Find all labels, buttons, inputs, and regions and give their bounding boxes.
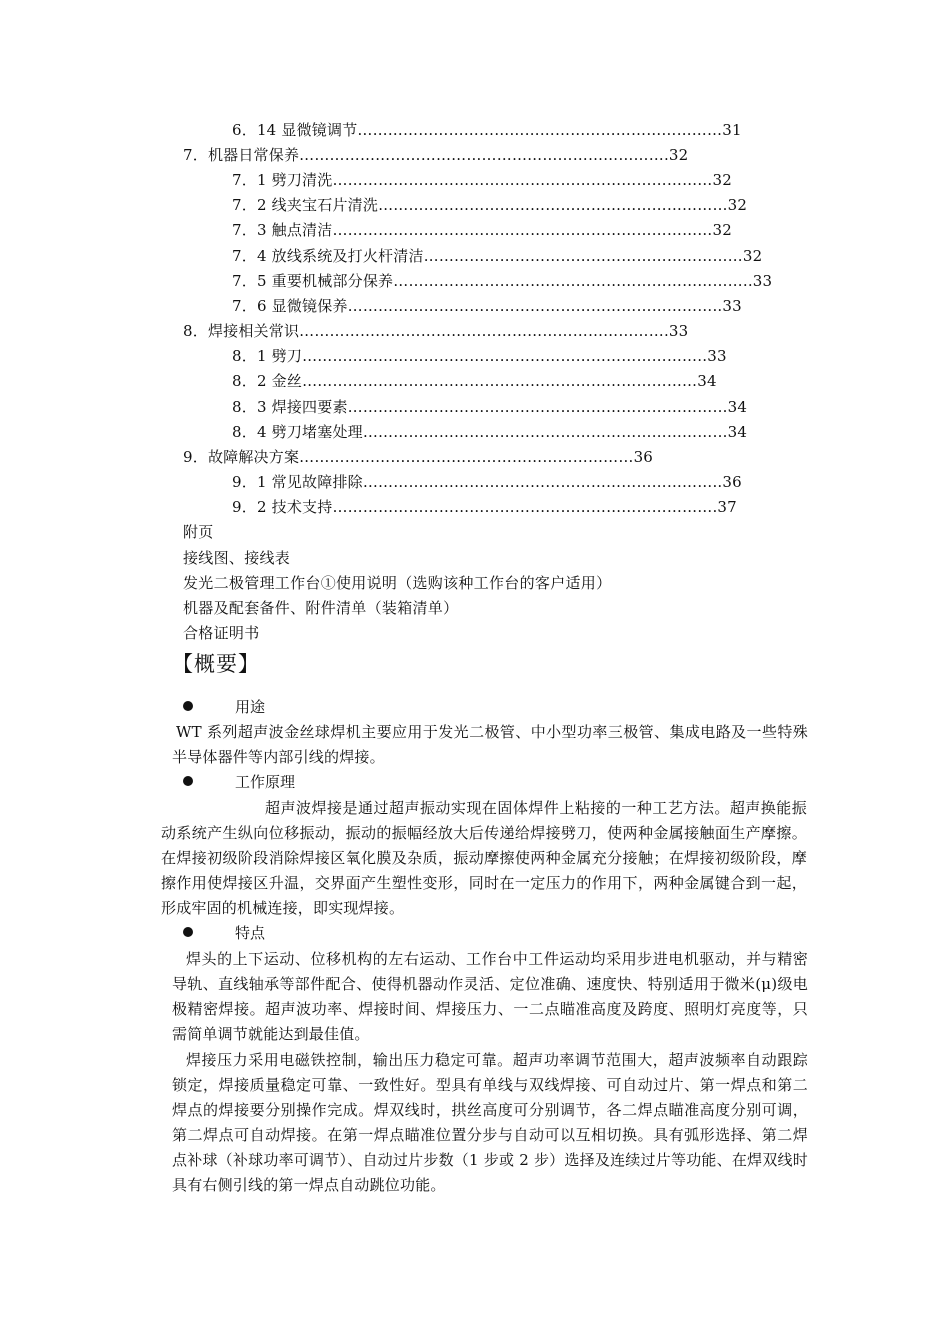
toc-entry: 7．4 放线系统及打火杆清洁………………………………………………………32 <box>232 247 763 265</box>
bullet-icon <box>183 927 193 937</box>
toc-entry: 9．故障解决方案…………………………………………………………36 <box>183 448 654 466</box>
features-paragraph-1: 焊头的上下运动、位移机构的左右运动、工作台中工件运动均采用步进电机驱动，并与精密导轨、直线轴承等部件配合、使得机器动作灵活、定位准确、速度快、特别适用于微米(μ)级电极精密焊接。超声波功率、焊接时间、焊接压力、一二点瞄准高度及跨度、照明灯亮度等，只需简单调节就能达到最佳值。 <box>172 950 808 1043</box>
appendix-line: 发光二极管理工作台①使用说明（选购该种工作台的客户适用） <box>183 574 612 592</box>
appendix-line: 机器及配套备件、附件清单（装箱清单） <box>183 599 459 617</box>
toc-entry: 8．1 劈刀……………………………………………………………………..33 <box>232 347 727 365</box>
toc-entry: 7．机器日常保养……………………………………………………………….32 <box>183 146 689 164</box>
toc-entry: 7．2 线夹宝石片清洗……………………………………………………………32 <box>232 196 748 214</box>
principle-paragraph: 超声波焊接是通过超声振动实现在固体焊件上粘接的一种工艺方法。超声换能振动系统产生纵向位移振动，振动的振幅经放大后传递给焊接劈刀，使两种金属接触面生产摩擦。在焊接初级阶段消除焊接区氧化膜及杂质，振动摩擦使两种金属充分接触；在焊接初级阶段，摩擦作用使焊接区升温，交界面产生塑性变形，同时在一定压力的作用下，两种金属键合到一起，形成牢固的机械连接，即实现焊接。 <box>161 799 807 917</box>
appendix-line: 附页 <box>183 523 214 541</box>
appendix-line: 接线图、接线表 <box>183 549 291 567</box>
toc-entry: 8．3 焊接四要素…………………………………………………………………34 <box>232 398 748 416</box>
toc-entry: 6．14 显微镜调节………………………………………………………………31 <box>232 121 742 139</box>
appendix-line: 合格证明书 <box>183 624 260 642</box>
toc-entry: 7．1 劈刀清洗…………………………………………………………………32 <box>232 171 732 189</box>
toc-entry: 8．4 劈刀堵塞处理………………………………………………………………34 <box>232 423 748 441</box>
features-paragraph-2: 焊接压力采用电磁铁控制，输出压力稳定可靠。超声功率调节范围大，超声波频率自动跟踪锁定，焊接质量稳定可靠、一致性好。型具有单线与双线焊接、可自动过片、第一焊点和第二焊点的焊接要分别操作完成。焊双线时，拱丝高度可分别调节，各二焊点瞄准高度分别可调，第二焊点可自动焊接。在第一焊点瞄准位置分步与自动可以互相切换。具有弧形选择、第二焊点补球（补球功率可调节）、自动过片步数（1 步或 2 步）选择及连续过片等功能、在焊双线时具有右侧引线的第一焊点自动跳位功能。 <box>172 1051 808 1194</box>
bullet-heading-principle: 工作原理 <box>183 772 295 792</box>
toc-entry: 7．3 触点清洁…………………………………………………………………32 <box>232 221 732 239</box>
toc-entry: 8．2 金丝……………………………………………………………………34 <box>232 372 717 390</box>
toc-entry: 8．焊接相关常识……………………………………………………………….33 <box>183 322 689 340</box>
usage-paragraph: WT 系列超声波金丝球焊机主要应用于发光二极管、中小型功率三极管、集成电路及一些特殊半导体器件等内部引线的焊接。 <box>172 723 808 766</box>
bullet-icon <box>183 776 193 786</box>
toc-entry: 7．5 重要机械部分保养……………………………………………………………..33 <box>232 272 773 290</box>
toc-entry: 9．1 常见故障排除……………………………………………………………..36 <box>232 473 742 491</box>
overview-title: 【概要】 <box>172 652 260 676</box>
bullet-icon <box>183 701 193 711</box>
toc-entry: 9．2 技术支持………………………………………………………………….37 <box>232 498 737 516</box>
bullet-heading-usage: 用途 <box>183 697 265 717</box>
toc-entry: 7．6 显微镜保养………………………………………………………………..33 <box>232 297 742 315</box>
bullet-heading-features: 特点 <box>183 923 265 943</box>
